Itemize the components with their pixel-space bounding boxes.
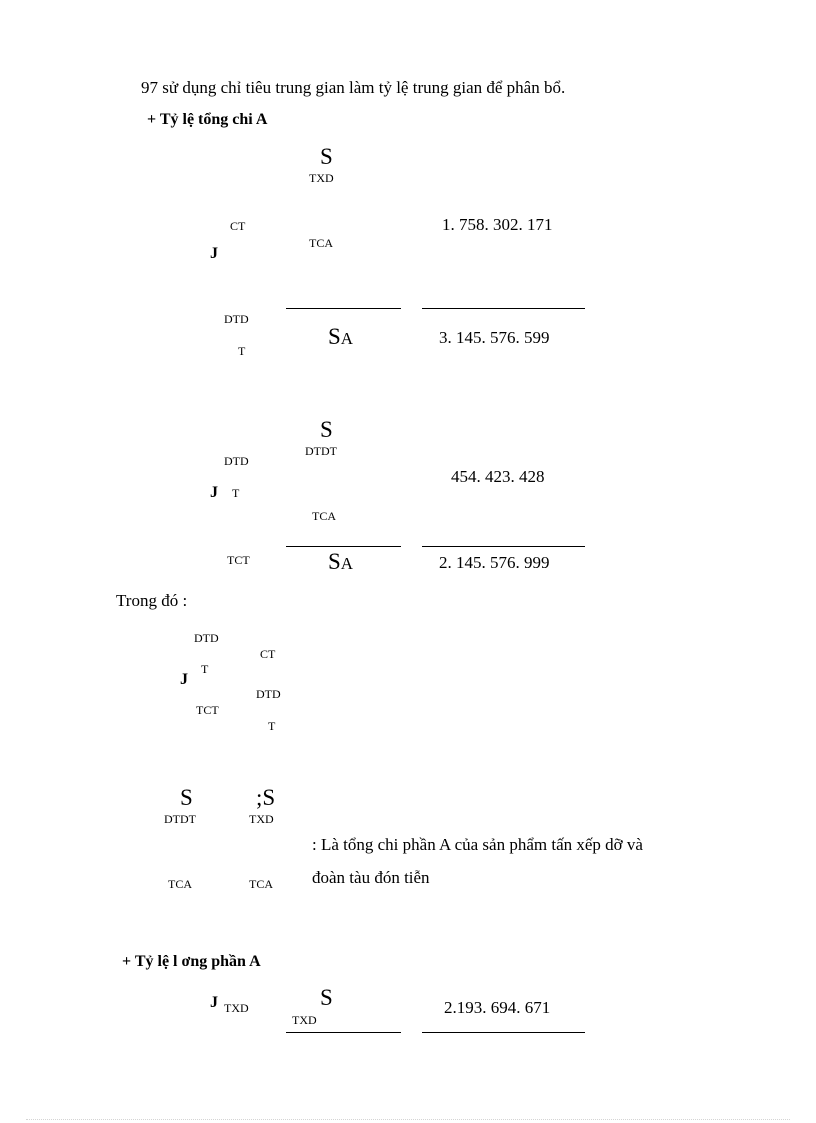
fraction-rule-right [422,308,585,309]
superscript-ct: CT [260,647,276,661]
superscript-t: T [201,662,209,676]
fraction-rule-right [422,1032,585,1033]
subscript-txd: TXD [249,812,274,826]
numerator-value: 454. 423. 428 [451,467,545,486]
subscript-dtdt: DTDT [164,812,196,826]
symbol-j: J [210,245,218,262]
subscript-tct: TCT [196,703,219,717]
superscript-dtd-2: DTD [256,687,281,701]
subscript-t: T [232,486,240,500]
subscript-txd-2: TXD [292,1013,317,1027]
symbol-s-dtdt: S [180,785,193,810]
subscript-t: T [238,344,246,358]
fraction-rule-left [286,308,401,309]
denominator-symbol: SA [328,549,354,574]
subscript-tca: TCA [309,236,333,250]
symbol-s-txd: ;S [256,785,276,810]
symbol-s: S [320,144,333,169]
definition-text-line-1: : Là tổng chi phần A của sản phẩm tấn xếp dỡ và [312,835,643,854]
subscript-tca-2: TCA [249,877,273,891]
intro-text: 97 sử dụng chỉ tiêu trung gian làm tỷ lệ trung gian để phân bổ. [141,78,566,97]
fraction-rule-left [286,546,401,547]
numerator-value: 2.193. 694. 671 [444,998,551,1017]
numerator-value: 1. 758. 302. 171 [442,215,553,234]
superscript-dtd: DTD [194,631,219,645]
superscript-ct: CT [230,219,246,233]
definition-text-line-2: đoàn tàu đón tiễn [312,868,430,887]
superscript-dtd: DTD [224,454,249,468]
symbol-s: S [320,417,333,442]
subscript-txd: TXD [309,171,334,185]
subscript-tct: TCT [227,553,250,567]
symbol-j: J [180,671,188,688]
section-heading-wage-ratio: + Tỷ lệ l ơng phần A [122,953,261,970]
subscript-tca: TCA [312,509,336,523]
symbol-j: J [210,484,218,501]
denominator-value: 2. 145. 576. 999 [439,553,550,572]
section-heading-total-cost-ratio: + Tỷ lệ tổng chi A [147,111,268,128]
denominator-value: 3. 145. 576. 599 [439,328,550,347]
fraction-rule-right [422,546,585,547]
denominator-symbol: SA [328,324,354,349]
subscript-txd: TXD [224,1001,249,1015]
subscript-tca-1: TCA [168,877,192,891]
symbol-j: J [210,994,218,1011]
symbol-s: S [320,985,333,1010]
page-bottom-edge [26,1119,790,1120]
superscript-dtd: DTD [224,312,249,326]
where-label: Trong đó : [116,591,188,610]
fraction-rule-left [286,1032,401,1033]
subscript-dtdt: DTDT [305,444,337,458]
subscript-t-2: T [268,719,276,733]
